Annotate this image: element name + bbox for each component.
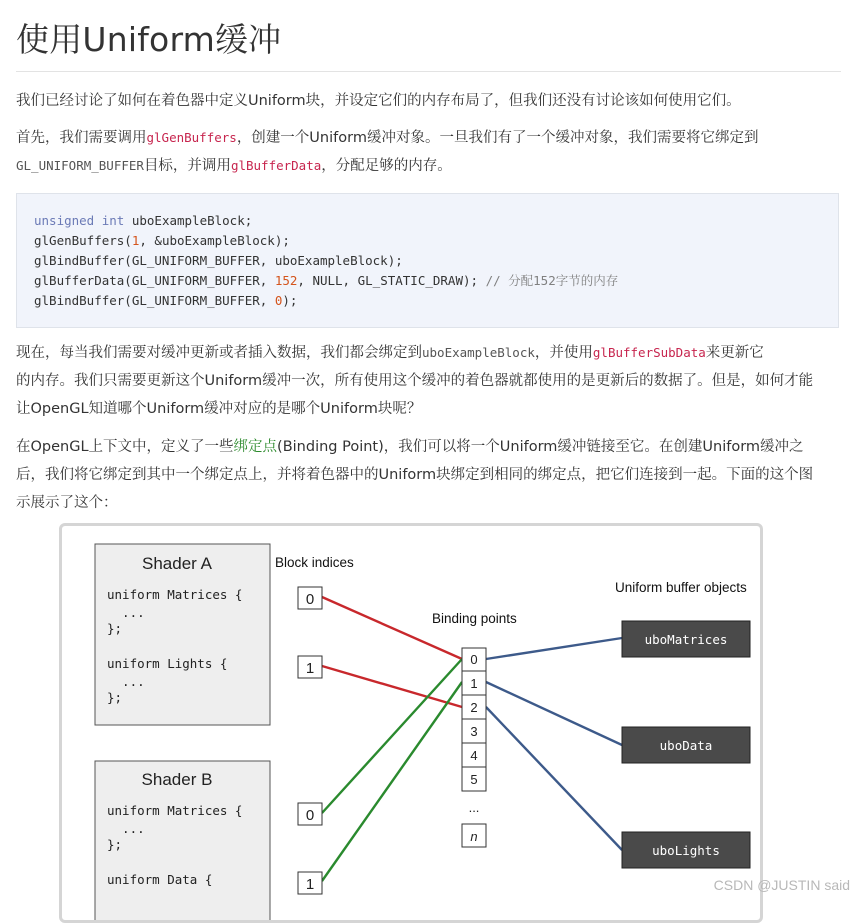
shader-a-line: uniform Matrices {	[107, 587, 243, 602]
inline-code-uboexampleblock: uboExampleBlock	[422, 345, 535, 360]
para4-text-1: 在OpenGL上下文中，定义了一些	[16, 439, 234, 455]
link-ubo-matrices	[486, 638, 622, 659]
para4-text-2: (Binding Point)，我们可以将一个Uniform缓冲链接至它。在创建Uniform缓冲之	[277, 439, 804, 455]
shader-b-line: };	[107, 837, 123, 852]
index-label: 0	[305, 591, 315, 608]
page-title: 使用Uniform缓冲	[16, 20, 282, 59]
binding-points-diagram	[59, 523, 763, 923]
code-line-3: glBindBuffer(GL_UNIFORM_BUFFER, uboExampleBlock);	[34, 253, 403, 268]
paragraph-3	[16, 339, 841, 423]
shader-a-indices	[298, 587, 322, 678]
para2-text-1: 首先，我们需要调用	[16, 130, 147, 146]
shader-a-line: ...	[107, 605, 145, 620]
shader-a-title: Shader A	[142, 554, 212, 573]
link-shader-a-index-1	[322, 666, 462, 707]
inline-code-glgenbuffers: glGenBuffers	[146, 130, 237, 145]
shader-a-line: ...	[107, 674, 145, 689]
binding-point-label: 2	[470, 700, 478, 715]
ubo-boxes	[622, 621, 750, 868]
para4-line-3: 示展示了这个：	[16, 495, 118, 511]
binding-ellipsis: ...	[468, 800, 480, 815]
binding-point-label: 5	[470, 772, 478, 787]
binding-points-column	[462, 648, 486, 847]
code-text: , &uboExampleBlock);	[139, 233, 290, 248]
code-text: glGenBuffers(	[34, 233, 132, 248]
binding-point-label: 1	[470, 676, 478, 691]
shader-a-line: uniform Lights {	[107, 656, 228, 671]
shader-b-line: ...	[107, 821, 145, 836]
shader-b-line: uniform Matrices {	[107, 803, 243, 818]
para4-line-2: 后，我们将它绑定到其中一个绑定点上，并将着色器中的Uniform块绑定到相同的绑定点，把它们连接到一起。下面的这个图	[16, 467, 814, 483]
ubo-label-data: uboData	[659, 738, 713, 753]
code-text: , NULL, GL_STATIC_DRAW);	[297, 273, 486, 288]
para3-text-2: ，并使用	[534, 345, 593, 361]
para2-text-2: ，创建一个Uniform缓冲对象。一旦我们有了一个缓冲对象，我们需要将它绑定到	[236, 130, 759, 146]
shader-b-line: uniform Data {	[107, 872, 213, 887]
ubo-label: Uniform buffer objects	[615, 580, 747, 595]
para2-text-3: 目标，并调用	[143, 158, 231, 174]
binding-point-label: 0	[470, 652, 478, 667]
paragraph-4	[16, 433, 841, 517]
para2-text-4: ，分配足够的内存。	[321, 158, 452, 174]
code-text: glBindBuffer(GL_UNIFORM_BUFFER,	[34, 293, 275, 308]
title-divider	[16, 71, 841, 72]
link-shader-a-index-0	[322, 597, 462, 659]
code-text: );	[282, 293, 298, 308]
index-label: 0	[305, 807, 315, 824]
para3-text-1: 现在，每当我们需要对缓冲更新或者插入数据，我们都会绑定到	[16, 345, 422, 361]
shader-b-indices	[298, 803, 322, 894]
para3-text-3: 来更新它	[705, 345, 764, 361]
link-shader-b-index-1	[322, 682, 462, 881]
index-label: 1	[305, 660, 315, 677]
binding-point-label: 4	[470, 748, 478, 763]
para3-line-2: 的内存。我们只需要更新这个Uniform缓冲一次，所有使用这个缓冲的着色器就都使用的是更新后的数据了。但是，如何才能	[16, 373, 814, 389]
inline-code-glbuffersubdata: glBufferSubData	[592, 345, 706, 360]
shader-a-line: };	[107, 690, 123, 705]
block-indices-label: Block indices	[275, 555, 354, 570]
ubo-label-matrices: uboMatrices	[644, 632, 728, 647]
shader-a-line: };	[107, 621, 123, 636]
binding-point-label: 3	[470, 724, 478, 739]
code-number: 1	[131, 233, 140, 248]
binding-points-label: Binding points	[432, 611, 517, 626]
inline-code-gl-uniform-buffer: GL_UNIFORM_BUFFER	[16, 158, 144, 173]
para3-line-3: 让OpenGL知道哪个Uniform缓冲对应的是哪个Uniform块呢？	[16, 401, 422, 417]
binding-point-label-n: n	[470, 829, 478, 844]
ubo-label-lights: uboLights	[652, 843, 720, 858]
shader-b-title: Shader B	[141, 770, 213, 789]
link-ubo-lights	[486, 707, 622, 850]
link-shader-b-index-0	[322, 659, 462, 813]
diagram-canvas	[62, 526, 763, 923]
code-line-1	[34, 211, 252, 231]
code-block	[16, 193, 839, 328]
code-text: glBufferData(GL_UNIFORM_BUFFER,	[34, 273, 275, 288]
index-label: 1	[305, 876, 315, 893]
code-comment: // 分配152字节的内存	[485, 273, 619, 288]
code-line-4	[34, 271, 618, 291]
watermark: CSDN @JUSTIN said	[713, 877, 850, 893]
code-number: 0	[274, 293, 283, 308]
code-line-2	[34, 231, 290, 251]
term-binding-point: 绑定点	[233, 439, 278, 455]
paragraph-2	[16, 124, 841, 180]
inline-code-glbufferdata: glBufferData	[230, 158, 322, 173]
code-line-5	[34, 291, 297, 311]
code-text: uboExampleBlock;	[124, 213, 253, 228]
link-ubo-data	[486, 682, 622, 745]
paragraph-1: 我们已经讨论了如何在着色器中定义Uniform块，并设定它们的内存布局了，但我们还没有讨论该如何使用它们。	[16, 93, 741, 109]
code-number: 152	[274, 273, 298, 288]
code-keyword: unsigned int	[34, 213, 125, 228]
